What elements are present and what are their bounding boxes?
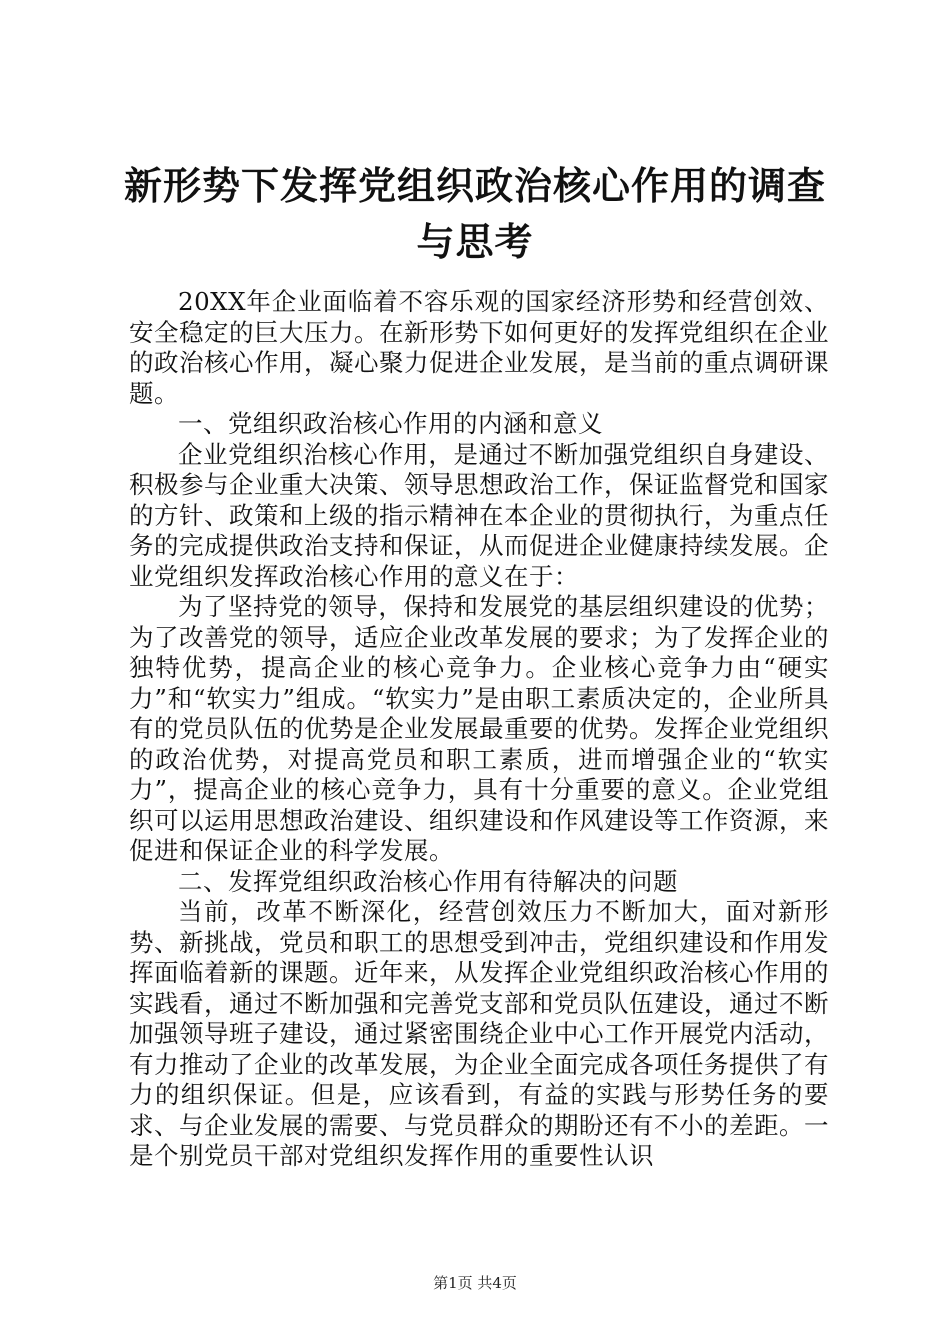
paragraph-problems: 当前，改革不断深化，经营创效压力不断加大，面对新形势、新挑战，党员和职工的思想受到冲击，党组织建设和作用发挥面临着新的课题。近年来，从发挥企业党组织政治核心作用的实践看，通过不断加强和完善党支部和党员队伍建设，通过不断加强领导班子建设，通过紧密围绕企业中心工作开展党内活动，有力推动了企业的改革发展，为企业全面完成各项任务提供了有力的组织保证。但是，应该看到，有益的实践与形势任务的要求、与企业发展的需要、与党员群众的期盼还有不小的差距。一是个别党员干部对党组织发挥作用的重要性认识 bbox=[129, 897, 829, 1170]
page-footer: 第1页 共4页 bbox=[433, 1274, 517, 1292]
paragraph-definition: 企业党组织治核心作用，是通过不断加强党组织自身建设、积极参与企业重大决策、领导思想政治工作，保证监督党和国家的方针、政策和上级的指示精神在本企业的贯彻执行，为重点任务的完成提供政治支持和保证，从而促进企业健康持续发展。企业党组织发挥政治核心作用的意义在于： bbox=[129, 439, 829, 591]
document-title: 新形势下发挥党组织政治核心作用的调查与思考 bbox=[123, 163, 826, 264]
document-body bbox=[129, 287, 829, 1172]
paragraph-intro: 20XX年企业面临着不容乐观的国家经济形势和经营创效、安全稳定的巨大压力。在新形势下如何更好的发挥党组织在企业的政治核心作用，凝心聚力促进企业发展，是当前的重点调研课题。 bbox=[129, 287, 829, 408]
section-heading-1: 一、党组织政治核心作用的内涵和意义 bbox=[178, 409, 603, 438]
section-heading-2: 二、发挥党组织政治核心作用有待解决的问题 bbox=[178, 866, 678, 896]
paragraph-significance: 为了坚持党的领导，保持和发展党的基层组织建设的优势；为了改善党的领导，适应企业改革发展的要求；为了发挥企业的独特优势，提高企业的核心竞争力。企业核心竞争力由“硬实力”和“软实力”组成。“软实力”是由职工素质决定的，企业所具有的党员队伍的优势是企业发展最重要的优势。发挥企业党组织的政治优势，对提高党员和职工素质，进而增强企业的“软实力”，提高企业的核心竞争力，具有十分重要的意义。企业党组织可以运用思想政治建设、组织建设和作风建设等工作资源，来促进和保证企业的科学发展。 bbox=[129, 592, 829, 865]
